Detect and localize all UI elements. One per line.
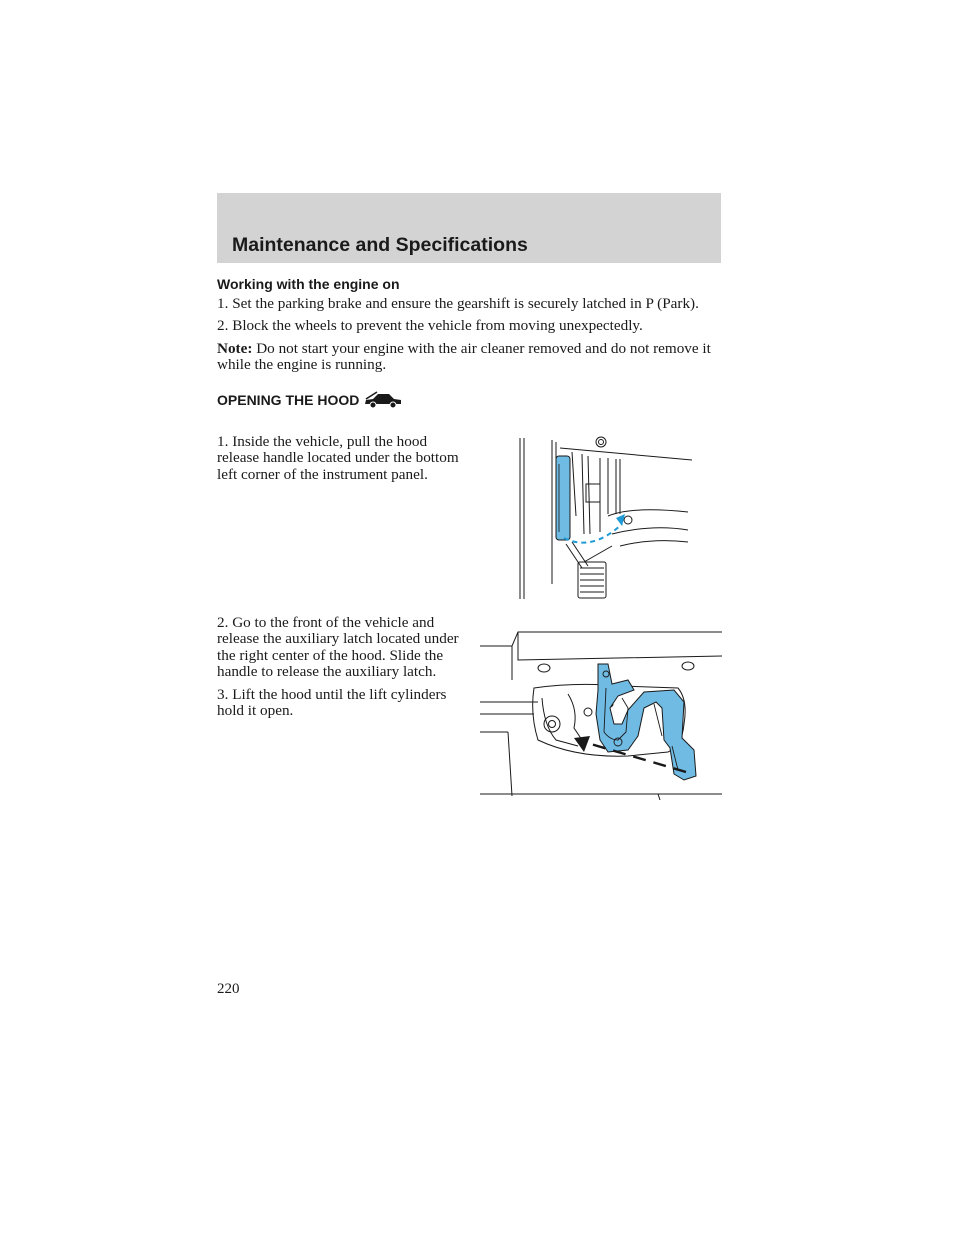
section-header-band — [217, 193, 721, 263]
engine-on-step-1: 1. Set the parking brake and ensure the gearshift is securely latched in P (Park). — [217, 295, 699, 312]
car-hood-icon — [363, 390, 403, 410]
auxiliary-latch-illustration — [478, 628, 724, 800]
opening-hood-heading-row — [217, 390, 721, 410]
engine-on-section — [217, 276, 721, 414]
engine-on-note — [217, 341, 721, 374]
opening-hood-heading: OPENING THE HOOD — [217, 391, 360, 408]
hood-steps-2-3-block — [217, 615, 469, 725]
engine-on-step-2: 2. Block the wheels to prevent the vehicle from moving unexpectedly. — [217, 317, 643, 335]
hood-step-1: 1. Inside the vehicle, pull the hood release handle located under the bottom left corner of the instrument panel. — [217, 433, 459, 483]
engine-on-heading: Working with the engine on — [217, 276, 400, 292]
section-title: Maintenance and Specifications — [232, 234, 528, 256]
note-text: Do not start your engine with the air cleaner removed and do not remove it while the engine is running. — [217, 339, 711, 374]
note-label: Note: — [217, 339, 253, 357]
hood-step-1-block — [217, 434, 469, 489]
hood-step-2: 2. Go to the front of the vehicle and release the auxiliary latch located under the right center of the hood. Slide the handle to release the auxiliary latch. — [217, 614, 459, 681]
hood-release-handle-illustration — [512, 434, 696, 600]
page-number: 220 — [217, 981, 240, 997]
hood-step-3: 3. Lift the hood until the lift cylinders hold it open. — [217, 685, 447, 720]
